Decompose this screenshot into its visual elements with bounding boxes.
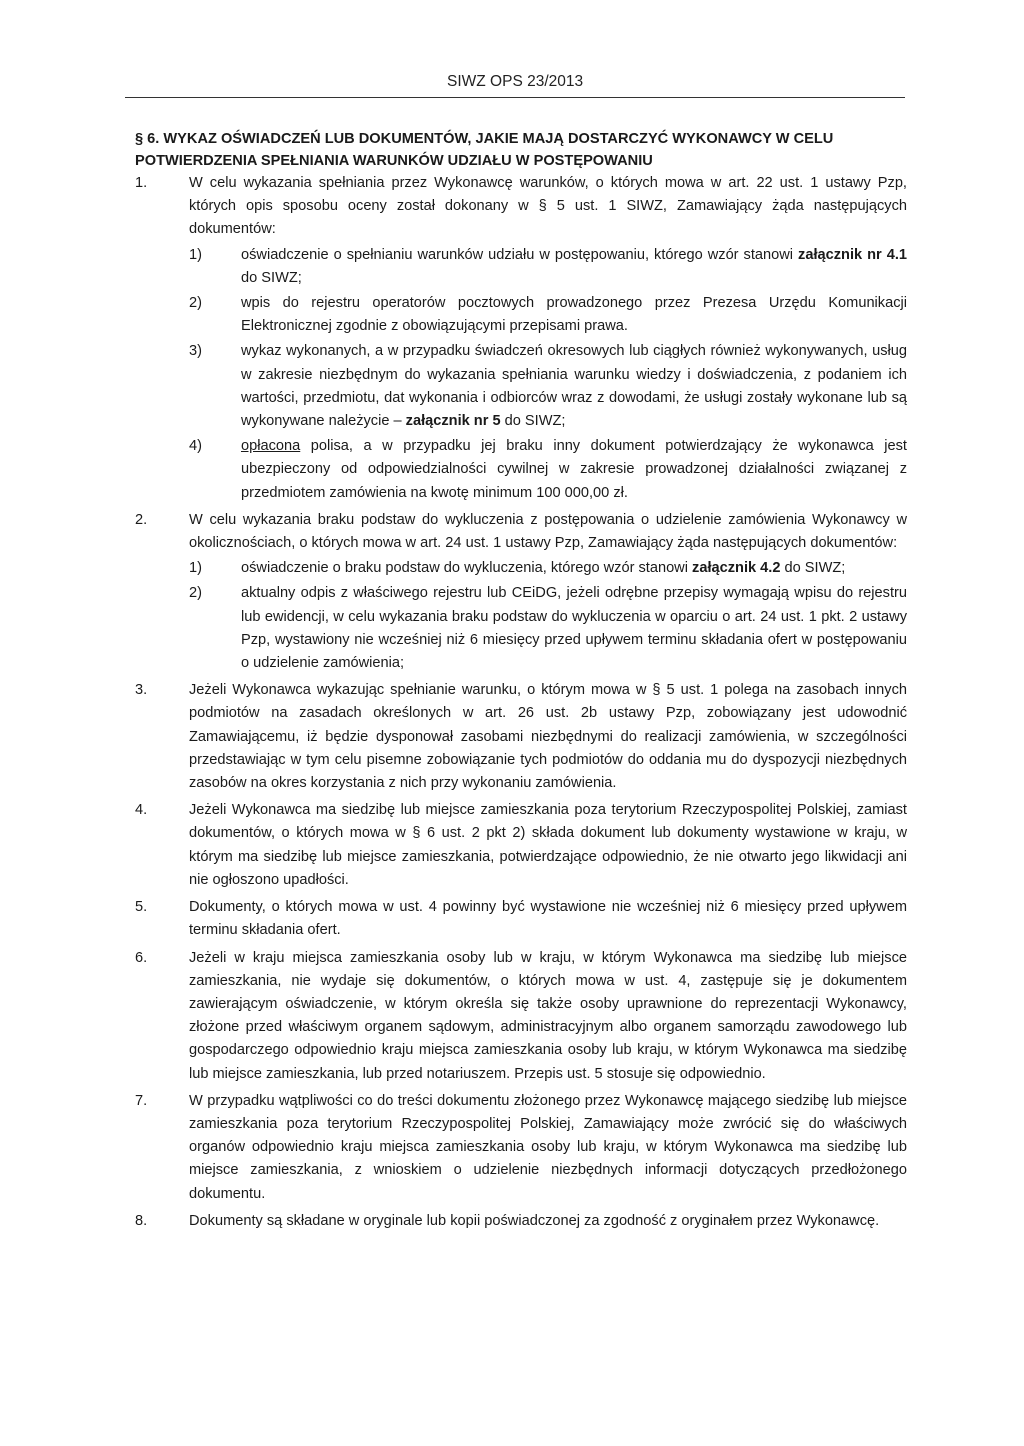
- sub-item-number: 4): [189, 438, 202, 455]
- sub-item-1-1: [189, 244, 907, 290]
- item-number: 1.: [135, 175, 148, 191]
- item-text: Jeżeli w kraju miejsca zamieszkania osoby lub w kraju, w którym Wykonawca ma siedzibę lub miejsce zamieszkania, nie wydaje się dokumentów, o których mowa w ust. 4, zastępuje się je dokumentem zawierającym oświadczenie, w którym określa się także osoby uprawnione do reprezentacji Wykonawcy, złożone przed właściwym organem sądowym, administracyjnym albo organem samorządu zawodowego lub gospodarczego odpowiednio kraju miejsca zamieszkania osoby lub kraju, w którym Wykonawca ma siedzibę lub miejsce zamieszkania, lub przed notariuszem. Przepis ust. 5 stosuje się odpowiednio.: [189, 949, 907, 1082]
- sub-item-number: 1): [189, 560, 202, 577]
- sub-item-1-2: [189, 292, 907, 338]
- sub-item-text: oświadczenie o braku podstaw do wykluczenia, którego wzór stanowi: [241, 560, 693, 577]
- sub-item-number: 3): [189, 343, 202, 360]
- item-number: 4.: [135, 802, 148, 819]
- sub-item-1-4: [189, 435, 907, 505]
- document-body: [135, 128, 907, 1233]
- item-number: 2.: [135, 511, 148, 528]
- list-item-5: [135, 896, 907, 942]
- header-divider: [125, 97, 905, 98]
- item-number: 6.: [135, 949, 148, 966]
- list-item-6: [135, 947, 907, 1086]
- sub-item-text-end: do SIWZ;: [241, 269, 302, 286]
- attachment-ref: załącznik nr 4.1: [798, 246, 907, 263]
- sub-item-text: aktualny odpis z właściwego rejestru lub CEiDG, jeżeli odrębne przepisy wymagają wpisu do rejestru lub ewidencji, w celu wykazania braku podstaw do wykluczenia w oparciu o art. 24 ust. 1 pkt. 2 ustawy Pzp, wystawiony nie wcześniej niż 6 miesięcy przed upływem terminu składania ofert w postępowaniu o udzielenie zamówienia;: [241, 585, 907, 672]
- item-text: W przypadku wątpliwości co do treści dokumentu złożonego przez Wykonawcę mającego siedzibę lub miejsce zamieszkania poza terytorium Rzeczypospolitej Polskiej, Zamawiający może zwrócić się do właściwych organów odpowiednio kraju miejsca zamieszkania osoby lub kraju, w którym Wykonawca ma siedzibę lub miejsce zamieszkania, z wnioskiem o udzielenie niezbędnych informacji dotyczących przedłożonego dokumentu.: [189, 1092, 907, 1202]
- item-number: 3.: [135, 682, 148, 699]
- item-number: 7.: [135, 1092, 148, 1109]
- item-number: 5.: [135, 899, 148, 916]
- item-text: W celu wykazania braku podstaw do wykluczenia z postępowania o udzielenie zamówienia Wykonawcy w okolicznościach, o których mowa w art. 24 ust. 1 ustawy Pzp, Zamawiający żąda następujących dokumentów:: [189, 511, 907, 552]
- item-text: Dokumenty, o których mowa w ust. 4 powinny być wystawione nie wcześniej niż 6 miesięcy przed upływem terminu składania ofert.: [189, 899, 907, 939]
- item-text: W celu wykazania spełniania przez Wykonawcę warunków, o których mowa w art. 22 ust. 1 ustawy Pzp, których opis sposobu oceny został dokonany w § 5 ust. 1 SIWZ, Zamawiający żąda następujących dokumentów:: [189, 175, 907, 238]
- document-reference: SIWZ OPS 23/2013: [447, 73, 584, 90]
- item-text: Jeżeli Wykonawca wykazując spełnianie warunku, o którym mowa w § 5 ust. 1 polega na zasobach innych podmiotów na zasadach określonych w art. 26 ust. 2b ustawy Pzp, zobowiązany jest udowodnić Zamawiającemu, iż będzie dysponował zasobami niezbędnymi do realizacji zamówienia, w szczególności przedstawiając w tym celu pisemne zobowiązanie tych podmiotów do oddania mu do dyspozycji niezbędnych zasobów na okres korzystania z nich przy wykonaniu zamówienia.: [189, 682, 907, 792]
- sub-item-text-end: do SIWZ;: [780, 560, 846, 577]
- section-title: § 6. WYKAZ OŚWIADCZEŃ LUB DOKUMENTÓW, JAKIE MAJĄ DOSTARCZYĆ WYKONAWCY W CELU POTWIERDZENIA SPEŁNIANIA WARUNKÓW UDZIAŁU W POSTĘPOWANIU: [135, 131, 834, 169]
- item-text: Dokumenty są składane w oryginale lub kopii poświadczonej za zgodność z oryginałem przez Wykonawcę.: [189, 1212, 880, 1229]
- sub-item-number: 1): [189, 246, 202, 263]
- list-item-3: [135, 679, 907, 795]
- sub-item-2-1: [189, 557, 907, 580]
- list-item-8: [135, 1210, 907, 1233]
- sub-item-text: oświadczenie o spełnianiu warunków udziału w postępowaniu, którego wzór stanowi: [241, 246, 799, 263]
- sub-item-number: 2): [189, 585, 202, 602]
- list-item-2: [135, 509, 907, 675]
- list-item-1: [135, 172, 907, 505]
- sub-item-1-3: [189, 340, 907, 433]
- item-text: Jeżeli Wykonawca ma siedzibę lub miejsce zamieszkania poza terytorium Rzeczypospolitej Polskiej, zamiast dokumentów, o których mowa w § 6 ust. 2 pkt 2) składa dokument lub dokumenty wystawione w kraju, w którym ma siedzibę lub miejsce zamieszkania, potwierdzające odpowiednio, że nie otwarto jego likwidacji ani nie ogłoszono upadłości.: [189, 802, 907, 888]
- underlined-term: opłacona: [241, 438, 301, 455]
- sub-item-2-2: [189, 582, 907, 675]
- sub-item-text: wpis do rejestru operatorów pocztowych prowadzonego przez Prezesa Urzędu Komunikacji Elektronicznej zgodnie z obowiązującymi przepisami prawa.: [241, 295, 907, 335]
- list-item-4: [135, 799, 907, 892]
- sub-item-text: polisa, a w przypadku jej braku inny dokument potwierdzający że wykonawca jest ubezpieczony od odpowiedzialności cywilnej w zakresie prowadzonej działalności związanej z przedmiotem zamówienia na kwotę minimum 100 000,00 zł.: [241, 438, 907, 501]
- sub-item-text: wykaz wykonanych, a w przypadku świadczeń okresowych lub ciągłych również wykonywanych, usług w zakresie niezbędnym do wykazania spełniania warunku wiedzy i doświadczenia, z podaniem ich wartości, przedmiotu, dat wykonania i odbiorców wraz z dowodami, że usługi zostały wykonane lub są wykonywane należycie –: [241, 343, 907, 430]
- sub-item-number: 2): [189, 295, 202, 312]
- item-number: 8.: [135, 1212, 148, 1229]
- list-item-7: [135, 1090, 907, 1206]
- sub-item-text-end: do SIWZ;: [500, 413, 566, 430]
- attachment-ref: załącznik 4.2: [692, 560, 781, 577]
- attachment-ref: załącznik nr 5: [405, 413, 501, 430]
